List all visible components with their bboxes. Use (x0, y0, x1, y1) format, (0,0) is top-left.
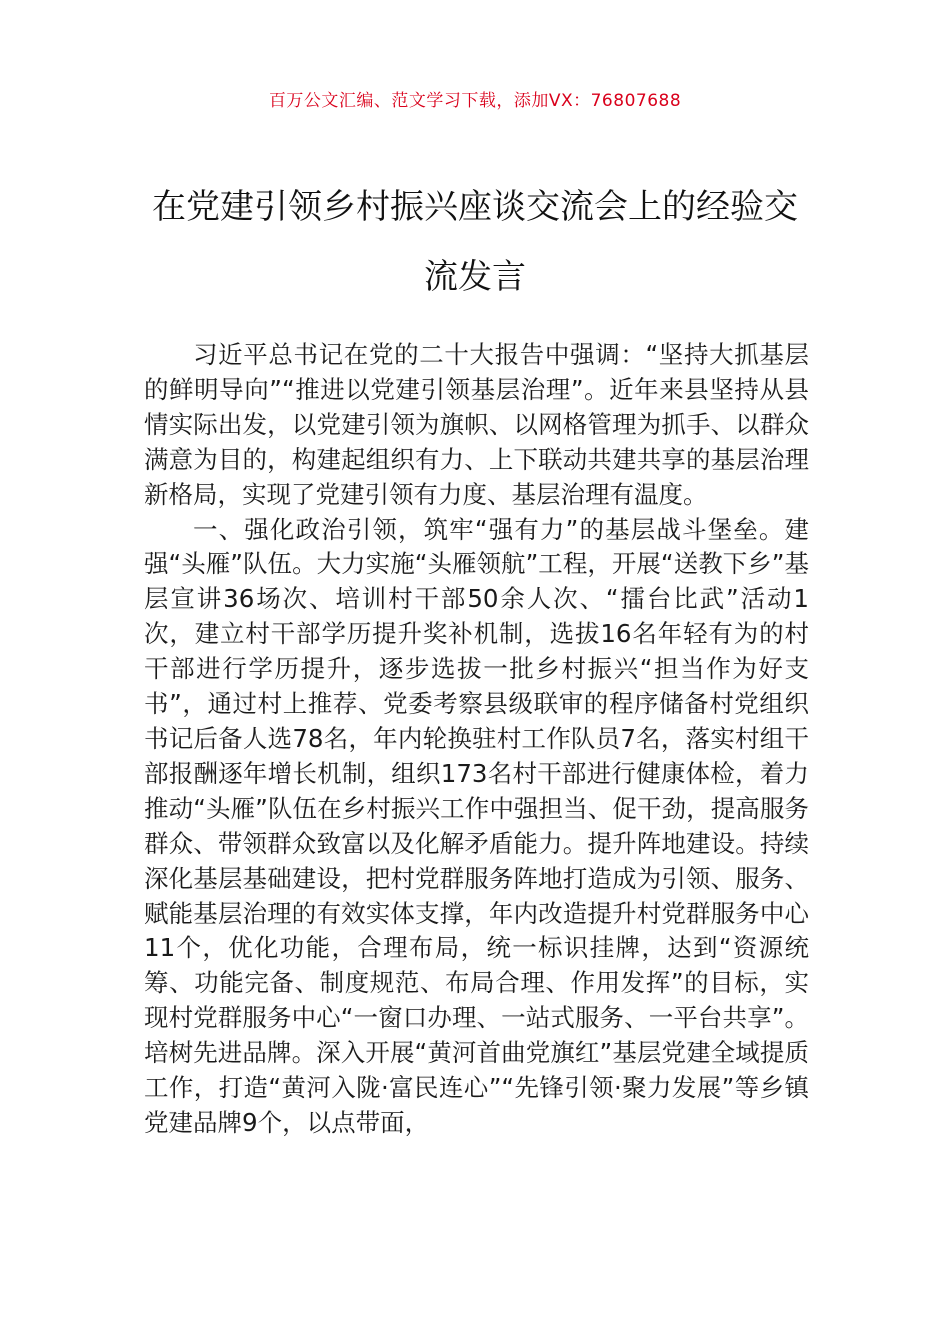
watermark-text: 百万公文汇编、范文学习下载，添加VX：76807688 (268, 91, 682, 111)
paragraph-section-one: 一、强化政治引领，筑牢“强有力”的基层战斗堡垒。建强“头雁”队伍。大力实施“头雁领航”工程，开展“送教下乡”基层宣讲36场次、培训村干部50余人次、“擂台比武”活动1次，建立村干部学历提升奖补机制，选拔16名年轻有为的村干部进行学历提升，逐步选拔一批乡村振兴“担当作为好支书”，通过村上推荐、党委考察县级联审的程序储备村党组织书记后备人选78名，年内轮换驻村工作队员7名，落实村组干部报酬逐年增长机制，组织173名村干部进行健康体检，着力推动“头雁”队伍在乡村振兴工作中强担当、促干劲，提高服务群众、带领群众致富以及化解矛盾能力。提升阵地建设。持续深化基层基础建设，把村党群服务阵地打造成为引领、服务、赋能基层治理的有效实体支撑，年内改造提升村党群服务中心11个，优化功能，合理布局，统一标识挂牌，达到“资源统筹、功能完备、制度规范、布局合理、作用发挥”的目标，实现村党群服务中心“一窗口办理、一站式服务、一平台共享”。培树先进品牌。深入开展“黄河首曲党旗红”基层党建全域提质工作，打造“黄河入陇·富民连心”“先锋引领·聚力发展”等乡镇党建品牌9个，以点带面， (144, 514, 809, 1137)
document-title: 在党建引领乡村振兴座谈交流会上的经验交流发言 (152, 187, 798, 297)
paragraph-intro: 习近平总书记在党的二十大报告中强调：“坚持大抓基层的鲜明导向”“推进以党建引领基层治理”。近年来县坚持从县情实际出发，以党建引领为旗帜、以网格管理为抓手、以群众满意为目的，构建起组织有力、上下联动共建共享的基层治理新格局，实现了党建引领有力度、基层治理有温度。 (144, 340, 809, 509)
document-body (144, 338, 809, 1141)
